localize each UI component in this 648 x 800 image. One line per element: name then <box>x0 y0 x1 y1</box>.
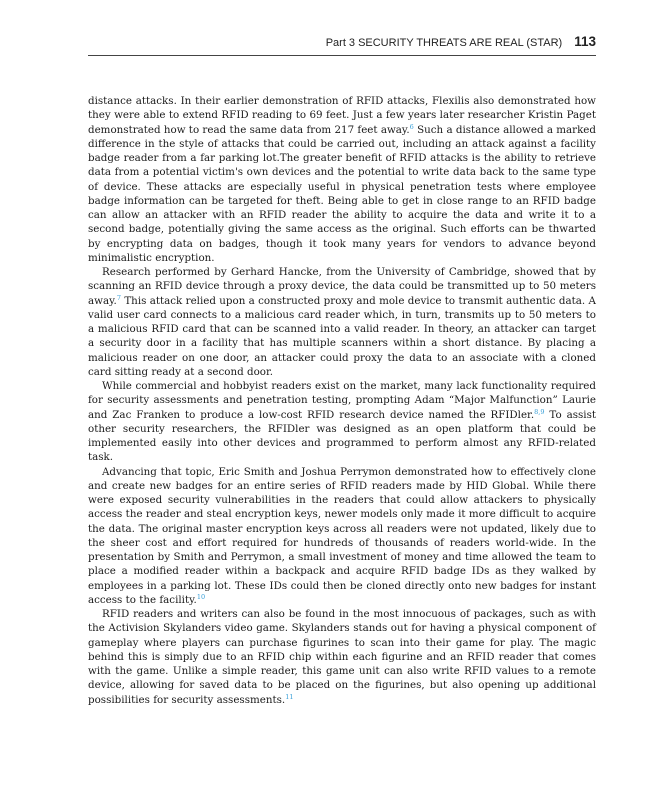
paragraph-2 <box>88 265 596 379</box>
page-number: 113 <box>574 34 596 49</box>
paragraph-text: Advancing that topic, Eric Smith and Joshua Perrymon demonstrated how to effectively clone and create new badges for an entire series of RFID readers made by HID Global. While there were exposed security vulnerabilities in the readers that could allow attackers to physically access the reader and steal encryption keys, newer models only made it more difficult to acquire the data. The original master encryption keys across all readers were not updated, likely due to the sheer cost and effort required for hundreds of thousands of readers world-wide. In the presentation by Smith and Perrymon, a small investment of money and time allowed the team to place a modified reader within a backpack and acquire RFID badge IDs as they walked by employees in a parking lot. These IDs could then be cloned directly onto new badges for instant access to the facility. <box>88 465 596 606</box>
footnote-ref[interactable]: 10 <box>196 592 206 601</box>
header-chapter-title: SECURITY THREATS ARE REAL (STAR) <box>358 37 563 49</box>
header-part-label: Part 3 <box>325 37 356 49</box>
paragraph-text: RFID readers and writers can also be found in the most innocuous of packages, such as with the Activision Skylanders video game. Skylanders stands out for having a physical component of gameplay where players can purchase figurines to scan into their game for play. The magic behind this is simply due to an RFID chip within each figurine and an RFID reader that comes with the game. Unlike a simple reader, this game unit can also write RFID values to a remote device, allowing for saved data to be placed on the figurines, but also opening up additional possibilities for security assessments. <box>88 608 596 706</box>
paragraph-4 <box>88 465 596 608</box>
paragraph-text: Research performed by Gerhard Hancke, from the University of Cambridge, showed that by scanning an RFID device through a proxy device, the data could be transmitted up to 50 meters away. <box>88 266 596 307</box>
footnote-ref[interactable]: 8,9 <box>534 407 545 416</box>
paragraph-5 <box>88 607 596 707</box>
footnote-ref[interactable]: 6 <box>409 122 414 131</box>
footnote-ref[interactable]: 11 <box>285 692 294 701</box>
paragraph-text: This attack relied upon a constructed proxy and mole device to transmit authentic data. A valid user card connects to a malicious card reader which, in turn, transmits up to 50 meters to a malicious RFID card that can be scanned into a valid reader. In theory, an attacker can target a security door in a facility that has multiple scanners within a short distance. By placing a malicious reader on one door, an attacker could proxy the data to an associate with a cloned card sitting ready at a second door. <box>88 294 596 378</box>
paragraph-text: Such a distance allowed a marked difference in the style of attacks that could be carried out, including an attack against a facility badge reader from a far parking lot.The greater benefit of RFID attacks is the ability to retrieve data from a potential victim's own devices and the potential to write data back to the same type of device. These attacks are especially useful in physical penetration tests where employee badge information can be targeted for theft. Being able to get in close range to an RFID badge can allow an attacker with an RFID reader the ability to acquire the data and write it to a second badge, potentially giving the same access as the original. Such efforts can be thwarted by encrypting data on badges, though it took many years for vendors to advance beyond minimalistic encryption. <box>88 123 596 264</box>
paragraph-1 <box>88 94 596 265</box>
paragraph-text: While commercial and hobbyist readers exist on the market, many lack functionality required for security assessments and penetration testing, prompting Adam “Major Malfunction” Laurie and Zac Franken to produce a low-cost RFID research device named the RFIDler. <box>88 380 596 421</box>
body-text <box>88 94 596 707</box>
paragraph-text: To assist other security researchers, the RFIDler was designed as an open platform that could be implemented easily into other devices and programmed to perform almost any RFID-related task. <box>88 408 596 464</box>
running-header <box>88 34 596 52</box>
paragraph-text: distance attacks. In their earlier demonstration of RFID attacks, Flexilis also demonstrated how they were able to extend RFID reading to 69 feet. Just a few years later researcher Kristin Paget demonstrated how to read the same data from 217 feet away. <box>88 95 596 136</box>
paragraph-3 <box>88 379 596 465</box>
footnote-ref[interactable]: 7 <box>116 293 121 302</box>
header-rule <box>88 55 596 56</box>
